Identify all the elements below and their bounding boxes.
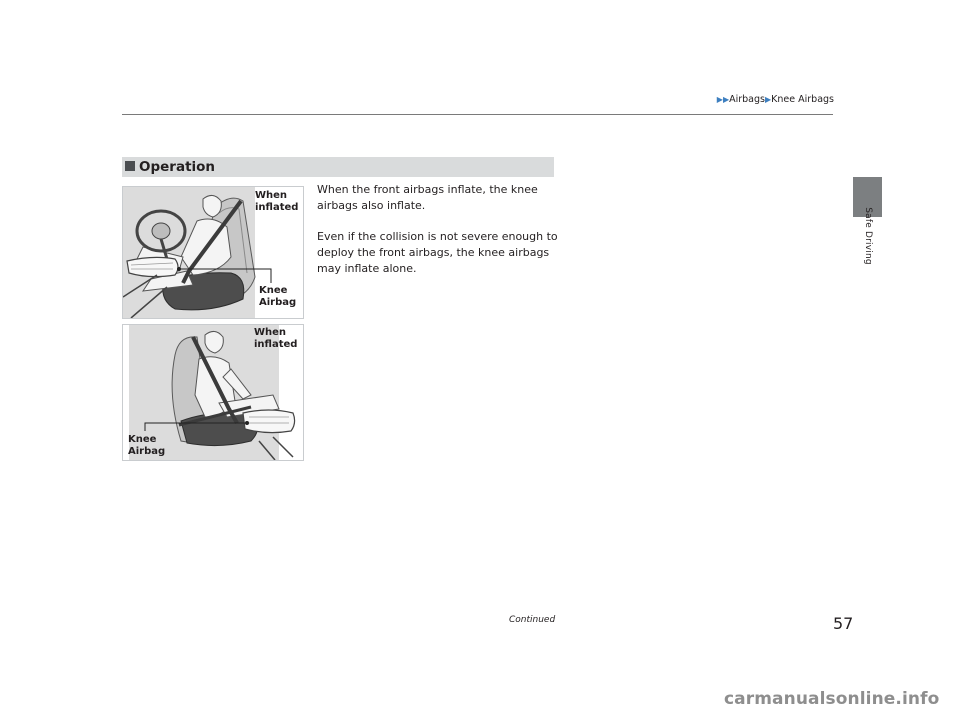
knee-airbag-driver-illustration [122, 186, 304, 319]
callout-when-inflated: When inflated [255, 190, 299, 213]
operation-paragraph-2: Even if the collision is not severe enough to deploy the front airbags, the knee airbags may inflate alone. [317, 230, 558, 275]
breadcrumb-arrow-icon: ▶ [765, 95, 772, 104]
section-title: Operation [139, 159, 216, 175]
square-bullet-icon [125, 161, 135, 171]
breadcrumb-arrow-icon: ▶▶ [716, 95, 730, 104]
watermark[interactable]: carmanualsonline.info [724, 689, 940, 709]
callout-knee-airbag: Knee Airbag [259, 285, 297, 308]
operation-paragraph-1: When the front airbags inflate, the knee airbags also inflate. [317, 183, 538, 212]
continued-label: Continued [509, 615, 556, 625]
callout-knee-airbag: Knee Airbag [128, 434, 166, 457]
breadcrumb [700, 94, 834, 105]
side-tab-label: Safe Driving [863, 207, 873, 265]
header-divider [122, 114, 833, 115]
callout-when-inflated: When inflated [254, 327, 298, 350]
page-number: 57 [833, 614, 854, 633]
breadcrumb-item-airbags[interactable]: Airbags [729, 94, 765, 105]
breadcrumb-item-knee-airbags[interactable]: Knee Airbags [771, 94, 834, 105]
knee-airbag-passenger-illustration [122, 324, 304, 461]
side-tab[interactable] [844, 200, 892, 280]
